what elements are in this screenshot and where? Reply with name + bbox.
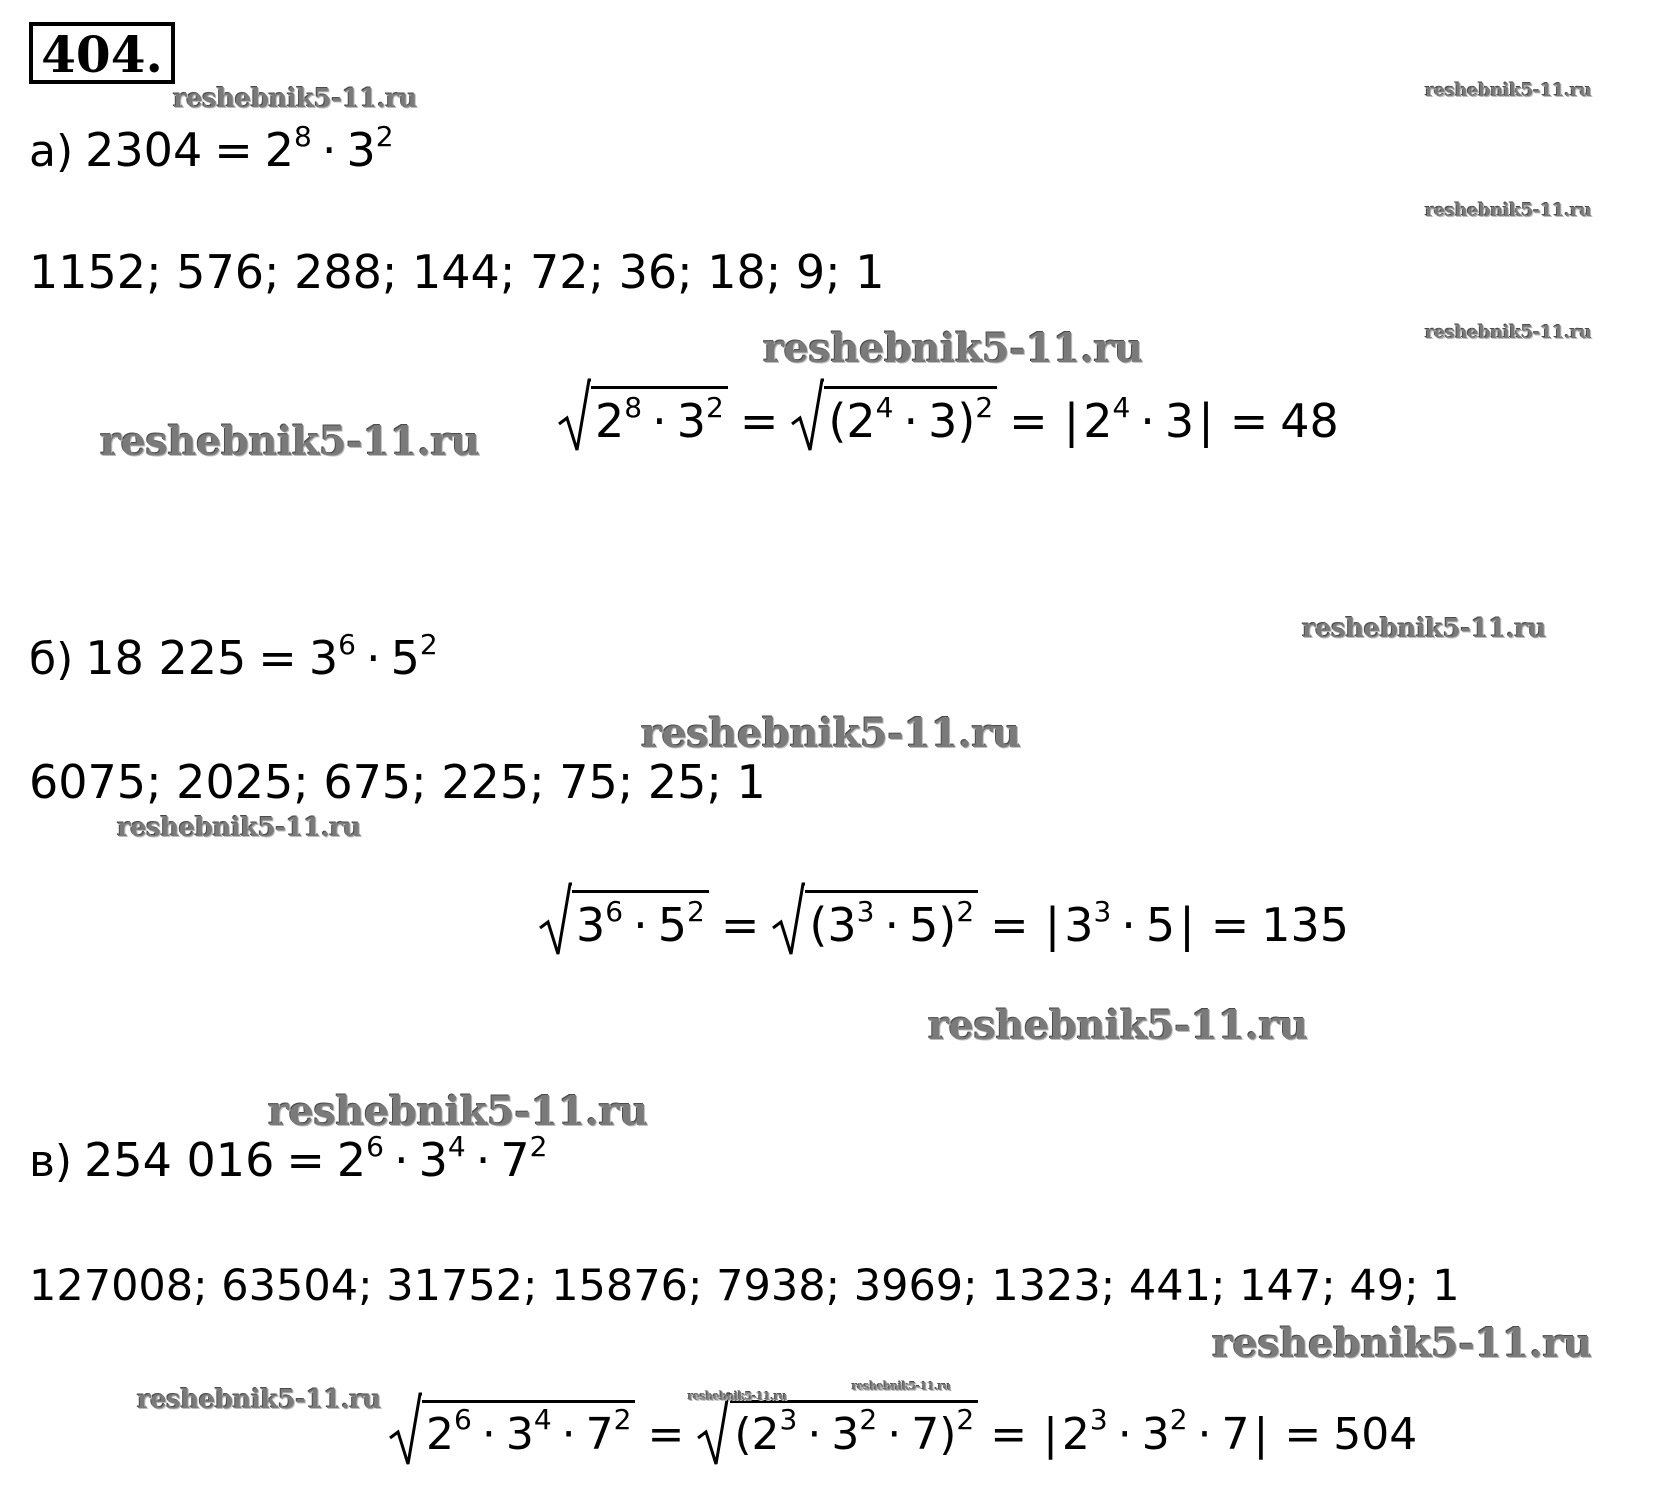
watermark: reshebnik5-11.ru bbox=[100, 418, 480, 465]
watermark: reshebnik5-11.ru bbox=[268, 1088, 648, 1135]
watermark: reshebnik5-11.ru bbox=[117, 813, 362, 843]
part-a-sqrt-2: $(2^4 \cdot 3)^2$ bbox=[790, 386, 997, 451]
part-a-number: 2304 bbox=[85, 123, 203, 177]
watermark: reshebnik5-11.ru bbox=[1425, 322, 1592, 343]
part-a-label: а) bbox=[29, 126, 74, 177]
watermark: reshebnik5-11.ru bbox=[1425, 80, 1592, 101]
radical-icon bbox=[696, 1392, 730, 1468]
watermark: reshebnik5-11.ru bbox=[688, 1390, 787, 1403]
part-c-factorization: в) 254 $016 = 2^6 \cdot 3^4 \cdot 7^2$ bbox=[29, 1130, 548, 1187]
watermark: reshebnik5-11.ru bbox=[763, 325, 1143, 372]
part-b-label: б) bbox=[29, 634, 74, 685]
watermark: reshebnik5-11.ru bbox=[173, 84, 418, 114]
part-b-sqrt-2: $(3^3 \cdot 5)^2$ bbox=[771, 890, 978, 955]
radical-icon bbox=[557, 378, 591, 454]
part-c-root-equation: $2^6 \cdot 3^4 \cdot 7^2$ = $(2^3 \cdot 3^2 \cdot 7)^2 = |2^3 \cdot 3^2 \cdot 7| = 504$ bbox=[388, 1400, 1417, 1465]
watermark: reshebnik5-11.ru bbox=[641, 710, 1021, 757]
part-b-root-equation: $3^6 \cdot 5^2$ = $(3^3 \cdot 5)^2 = |3^3 \cdot 5| = 135$ bbox=[538, 890, 1349, 955]
radical-icon bbox=[388, 1392, 422, 1468]
part-a-root-equation: $2^8 \cdot 3^2$ = $(2^4 \cdot 3)^2 = |2^4 \cdot 3| = 48$ bbox=[557, 386, 1339, 451]
part-c-result: 504 bbox=[1333, 1409, 1418, 1460]
part-c-sqrt-1: $2^6 \cdot 3^4 \cdot 7^2$ bbox=[388, 1400, 635, 1465]
problem-number: 404. bbox=[29, 22, 175, 84]
part-b-result: 135 bbox=[1261, 898, 1350, 952]
watermark: reshebnik5-11.ru bbox=[852, 1380, 951, 1393]
part-a-divisions: 1152; 576; 288; 144; 72; 36; 18; 9; 1 bbox=[29, 245, 885, 299]
part-a-sqrt-1: $2^8 \cdot 3^2$ bbox=[557, 386, 728, 451]
watermark: reshebnik5-11.ru bbox=[928, 1002, 1308, 1049]
radical-icon bbox=[771, 882, 805, 958]
part-c-number: 254 016 bbox=[84, 1133, 275, 1187]
part-a-factorization: а) $2304 = 2^8 \cdot 3^2$ bbox=[29, 120, 394, 177]
part-c-sqrt-2: $(2^3 \cdot 3^2 \cdot 7)^2$ bbox=[696, 1400, 978, 1465]
part-c-label: в) bbox=[29, 1136, 73, 1187]
watermark: reshebnik5-11.ru bbox=[1302, 614, 1547, 644]
watermark: reshebnik5-11.ru bbox=[137, 1385, 382, 1415]
radical-icon bbox=[538, 882, 572, 958]
part-c-divisions: 127008; 63504; 31752; 15876; 7938; 3969; 1323; 441; 147; 49; 1 bbox=[29, 1261, 1460, 1311]
radical-icon bbox=[790, 378, 824, 454]
part-b-number: 18 225 bbox=[85, 631, 247, 685]
part-b-factorization: б) 18 $225 = 3^6 \cdot 5^2$ bbox=[29, 628, 438, 685]
part-b-divisions: 6075; 2025; 675; 225; 75; 25; 1 bbox=[29, 755, 766, 809]
part-a-result: 48 bbox=[1280, 394, 1339, 448]
part-b-sqrt-1: $3^6 \cdot 5^2$ bbox=[538, 890, 709, 955]
watermark: reshebnik5-11.ru bbox=[1425, 200, 1592, 221]
watermark: reshebnik5-11.ru bbox=[1212, 1320, 1592, 1367]
